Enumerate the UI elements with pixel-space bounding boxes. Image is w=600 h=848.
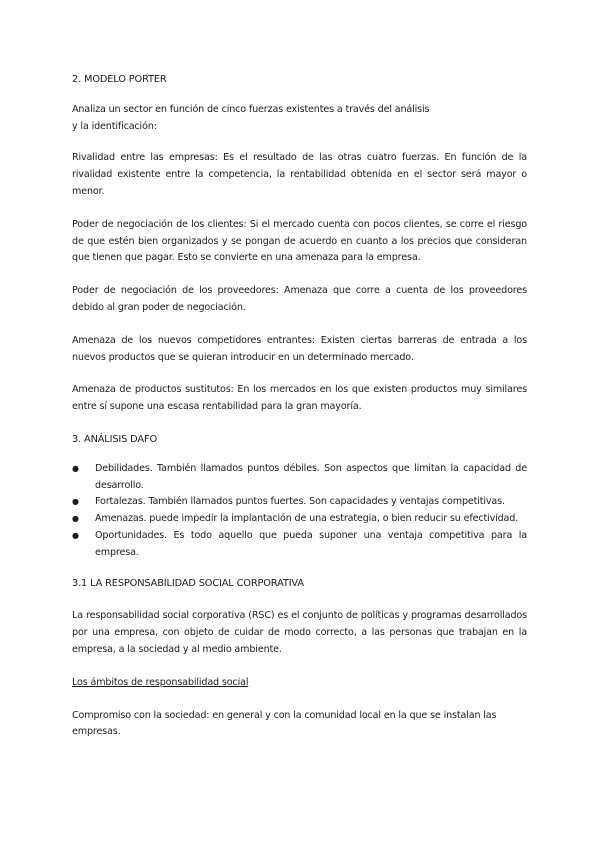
paragraph-rivalidad: Rivalidad entre las empresas: Es el resultado de las otras cuatro fuerzas. En función de la rivalidad existente entre la competencia, la rentabilidad obtenida en el sector será mayor o menor. <box>72 152 527 197</box>
porter-intro-line-2: y la identificación: <box>72 120 157 132</box>
dafo-fortalezas: Fortalezas. También llamados puntos fuertes. Son capacidades y ventajas competitivas. <box>95 496 505 508</box>
subheading-ambitos <box>72 675 527 692</box>
dafo-list <box>72 461 527 562</box>
dafo-oportunidades: Oportunidades. Es todo aquello que pueda suponer una ventaja competitiva para la empresa. <box>95 529 527 558</box>
document-body <box>72 72 527 757</box>
dafo-amenazas: Amenazas. puede impedir la implantación de una estrategia, o bien reducir su efectividad. <box>95 513 519 525</box>
compromiso-line-1: Compromiso con la sociedad: en general y con la comunidad local en la que se instalan las <box>72 709 497 721</box>
paragraph-rsc: La responsabilidad social corporativa (RSC) es el conjunto de políticas y programas desarrollados por una empresa, con objeto de cuidar de modo correcto, a las personas que trabajan en la empresa, a la sociedad y al medio ambiente. <box>72 610 527 655</box>
porter-intro <box>72 102 527 136</box>
bullet-icon: ● <box>72 514 79 524</box>
list-item <box>72 511 527 528</box>
bullet-icon: ● <box>72 530 79 540</box>
list-item <box>72 494 527 511</box>
section-title-modelo-porter: 2. MODELO PORTER <box>72 74 167 85</box>
dafo-debilidades: Debilidades. También llamados puntos débiles. Son aspectos que limitan la capacidad de desarrollo. <box>95 462 527 491</box>
section-title-rsc: 3.1 LA RESPONSABILIDAD SOCIAL CORPORATIVA <box>72 577 304 589</box>
paragraph-compromiso <box>72 708 527 742</box>
paragraph-nuevos-competidores: Amenaza de los nuevos competidores entrantes: Existen ciertas barreras de entrada a los nuevos productos que se quieran introducir en un determinado mercado. <box>72 334 527 363</box>
subheading-ambitos-text: Los ámbitos de responsabilidad social <box>72 676 249 688</box>
bullet-icon: ● <box>72 463 79 473</box>
paragraph-poder-clientes: Poder de negociación de los clientes: Si el mercado cuenta con pocos clientes, se corre el riesgo de que estén bien organizados y se pongan de acuerdo en cuanto a los precios que consideran que tienen que pagar. Esto se convierte en una amenaza para la empresa. <box>72 218 527 264</box>
list-item <box>72 528 527 562</box>
list-item <box>72 461 527 495</box>
section-title-analisis-dafo: 3. ANÁLISIS DAFO <box>72 433 158 445</box>
porter-intro-line-1: Analiza un sector en función de cinco fuerzas existentes a través del análisis <box>72 103 430 115</box>
paragraph-poder-proveedores: Poder de negociación de los proveedores: Amenaza que corre a cuenta de los proveedores debido al gran poder de negociación. <box>72 285 527 313</box>
paragraph-productos-sustitutos: Amenaza de productos sustitutos: En los mercados en los que existen productos muy similares entre sí supone una escasa rentabilidad para la gran mayoría. <box>72 384 527 413</box>
compromiso-line-2: empresas. <box>72 726 121 738</box>
bullet-icon: ● <box>72 497 79 507</box>
